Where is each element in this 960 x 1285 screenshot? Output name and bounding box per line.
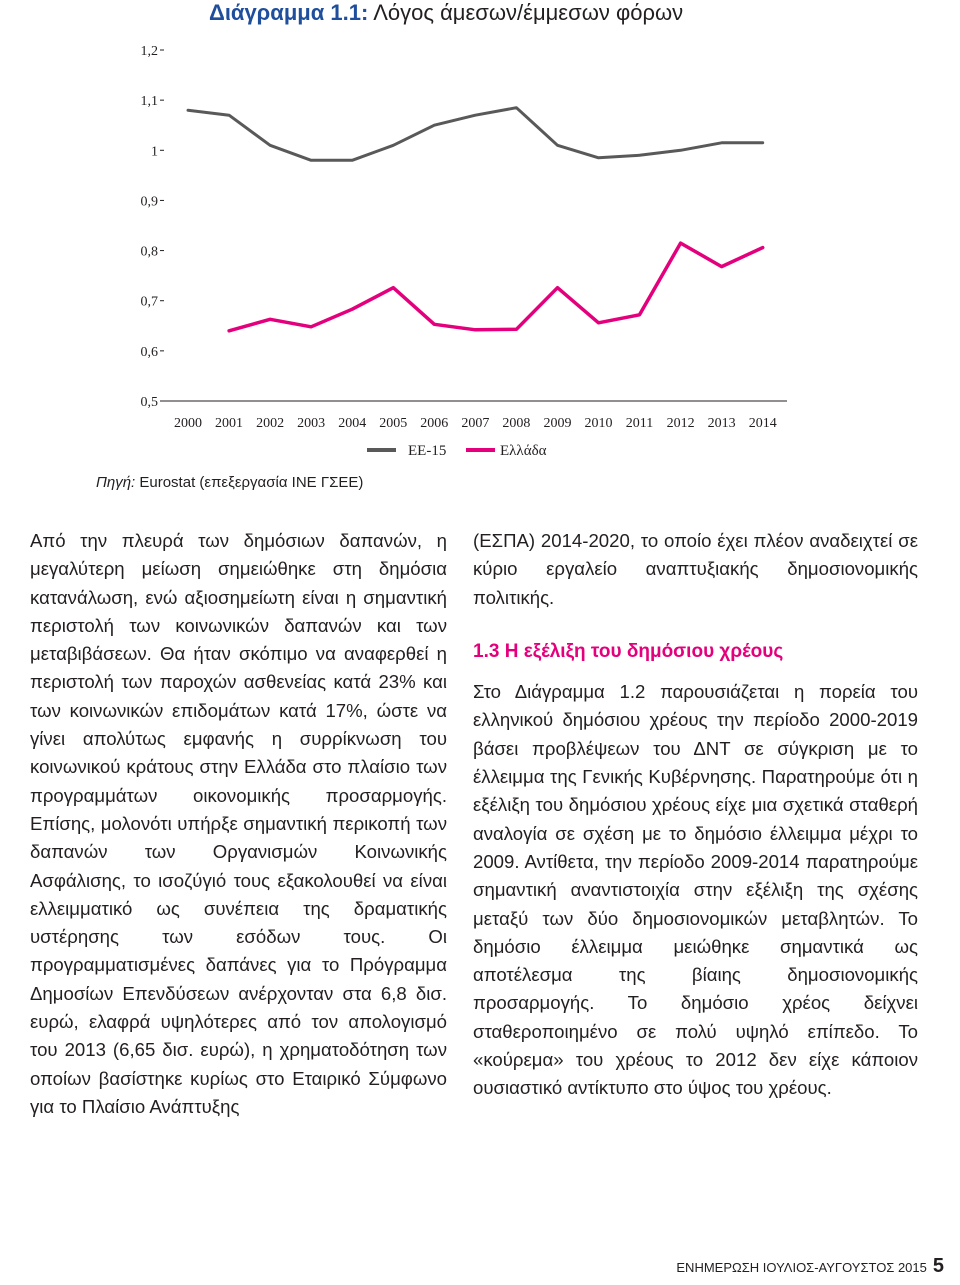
x-axis bbox=[174, 416, 777, 431]
x-tick-label: 2001 bbox=[215, 416, 244, 431]
chart-title-text: Λόγος άμεσων/έμμεσων φόρων bbox=[368, 0, 684, 25]
y-tick-label: 0,7 bbox=[140, 294, 158, 310]
x-tick-label: 2012 bbox=[666, 416, 695, 431]
x-tick-label: 2007 bbox=[461, 416, 490, 431]
x-tick-label: 2000 bbox=[174, 416, 202, 431]
source-text: Eurostat (επεξεργασία ΙΝΕ ΓΣΕΕ) bbox=[135, 474, 364, 491]
x-tick-label: 2004 bbox=[338, 416, 367, 431]
legend-label: Ελλάδα bbox=[500, 443, 547, 459]
line-chart bbox=[0, 0, 960, 470]
x-tick-label: 2005 bbox=[379, 416, 408, 431]
series-line-greece bbox=[229, 243, 763, 331]
publication-name: ΕΝΗΜΕΡΩΣΗ ΙΟΥΛΙΟΣ-ΑΥΓΟΥΣΤΟΣ 2015 bbox=[676, 1260, 927, 1275]
chart-source bbox=[96, 474, 363, 491]
series-lines bbox=[188, 108, 763, 331]
x-tick-label: 2003 bbox=[297, 416, 326, 431]
section-heading: 1.3 Η εξέλιξη του δημόσιου χρέους bbox=[473, 640, 784, 662]
x-tick-label: 2013 bbox=[707, 416, 736, 431]
x-tick-label: 2010 bbox=[584, 416, 613, 431]
y-tick-label: 1 bbox=[151, 144, 158, 160]
x-tick-label: 2008 bbox=[502, 416, 531, 431]
y-tick-label: 0,9 bbox=[140, 194, 158, 210]
body-paragraph: Από την πλευρά των δημόσιων δαπανών, η μεγαλύτερη μείωση σημειώθηκε στη δημόσια κατανάλωση, ενώ αξιοσημείωτη είναι η σημαντική περιστολή των κοινωνικών δαπανών και των μεταβιβάσεων. Θα ήταν σκόπιμο να αναφερθεί η περιστολή των παροχών ασθενείας κατά 23% και των κοινωνικών επιδομάτων κατά 17%, ώστε να γίνει απολύτως εμφανής η συρρίκνωση του κοινωνικού κράτους στην Ελλάδα στο πλαίσιο των προγραμμάτων οικονομικής προσαρμογής. Επίσης, μολονότι υπήρξε σημαντική περικοπή των δαπανών των Οργανισμών Κοινωνικής Ασφάλισης, το ισοζύγιό τους εξακολουθεί να είναι ελλειμματικό ως συνέπεια της δραματικής υστέρησης των εσόδων τους. Οι προγραμματισμένες δαπάνες για το Πρόγραμμα Δημοσίων Επενδύσεων ανέρχονταν στα 6,8 δισ. ευρώ, ελαφρά υψηλότερες από τον απολογισμό του 2013 (6,65 δισ. ευρώ), η χρηματοδότηση των οποίων βασίστηκε κυρίως στο Εταιρικό Σύμφωνο για το Πλαίσιο Ανάπτυξης bbox=[30, 530, 447, 1117]
y-tick-label: 0,5 bbox=[140, 395, 158, 410]
left-column bbox=[30, 527, 447, 1121]
page-footer bbox=[676, 1255, 944, 1278]
y-tick-label: 0,6 bbox=[140, 344, 158, 360]
y-axis bbox=[141, 44, 788, 410]
body-paragraph-debt: Στο Διάγραμμα 1.2 παρουσιάζεται η πορεία του ελληνικού δημόσιου χρέους την περίοδο 2000-2019 βάσει προβλέψεων του ΔΝΤ σε σύγκριση με το έλλειμμα της Γενικής Κυβέρνησης. Παρατηρούμε ότι η εξέλιξη του δημόσιου χρέους είχε μια σχετικά σταθερή αναλογία σε σχέση με το δημόσιο έλλειμμα μέχρι το 2009. Αντίθετα, την περίοδο 2009-2014 παρατηρούμε σημαντική αναντιστοιχία στην εξέλιξη της σχέσης μεταξύ των δύο δημοσιονομικών μεταβλητών. Το δημόσιο έλλειμμα μειώθηκε σημαντικά ως αποτέλεσμα της βίαιης δημοσιονομικής προσαρμογής. Το δημόσιο χρέος δείχνει σταθεροποιημένο σε πολύ υψηλό επίπεδο. Το «κούρεμα» του χρέους το 2012 δεν είχε κάποιον ουσιαστικό αντίκτυπο στο ύψος του χρέους. bbox=[473, 681, 918, 1099]
legend-label: ΕΕ-15 bbox=[408, 443, 447, 459]
source-label: Πηγή: bbox=[96, 474, 136, 491]
chart-title-number: Διάγραμμα 1.1: bbox=[209, 0, 369, 25]
x-tick-label: 2011 bbox=[625, 416, 654, 431]
series-line-eu15 bbox=[188, 108, 763, 161]
y-tick-label: 0,8 bbox=[140, 244, 158, 260]
right-column bbox=[473, 527, 918, 1103]
x-tick-label: 2006 bbox=[420, 416, 449, 431]
x-tick-label: 2002 bbox=[256, 416, 285, 431]
x-tick-label: 2014 bbox=[748, 416, 777, 431]
y-tick-label: 1,2 bbox=[140, 44, 158, 59]
body-paragraph-continued: (ΕΣΠΑ) 2014-2020, το οποίο έχει πλέον αναδειχτεί σε κύριο εργαλείο αναπτυξιακής δημοσιονομικής πολιτικής. bbox=[473, 530, 918, 608]
x-tick-label: 2009 bbox=[543, 416, 572, 431]
page-number: 5 bbox=[932, 1255, 944, 1277]
y-tick-label: 1,1 bbox=[140, 94, 158, 110]
legend bbox=[367, 443, 547, 459]
